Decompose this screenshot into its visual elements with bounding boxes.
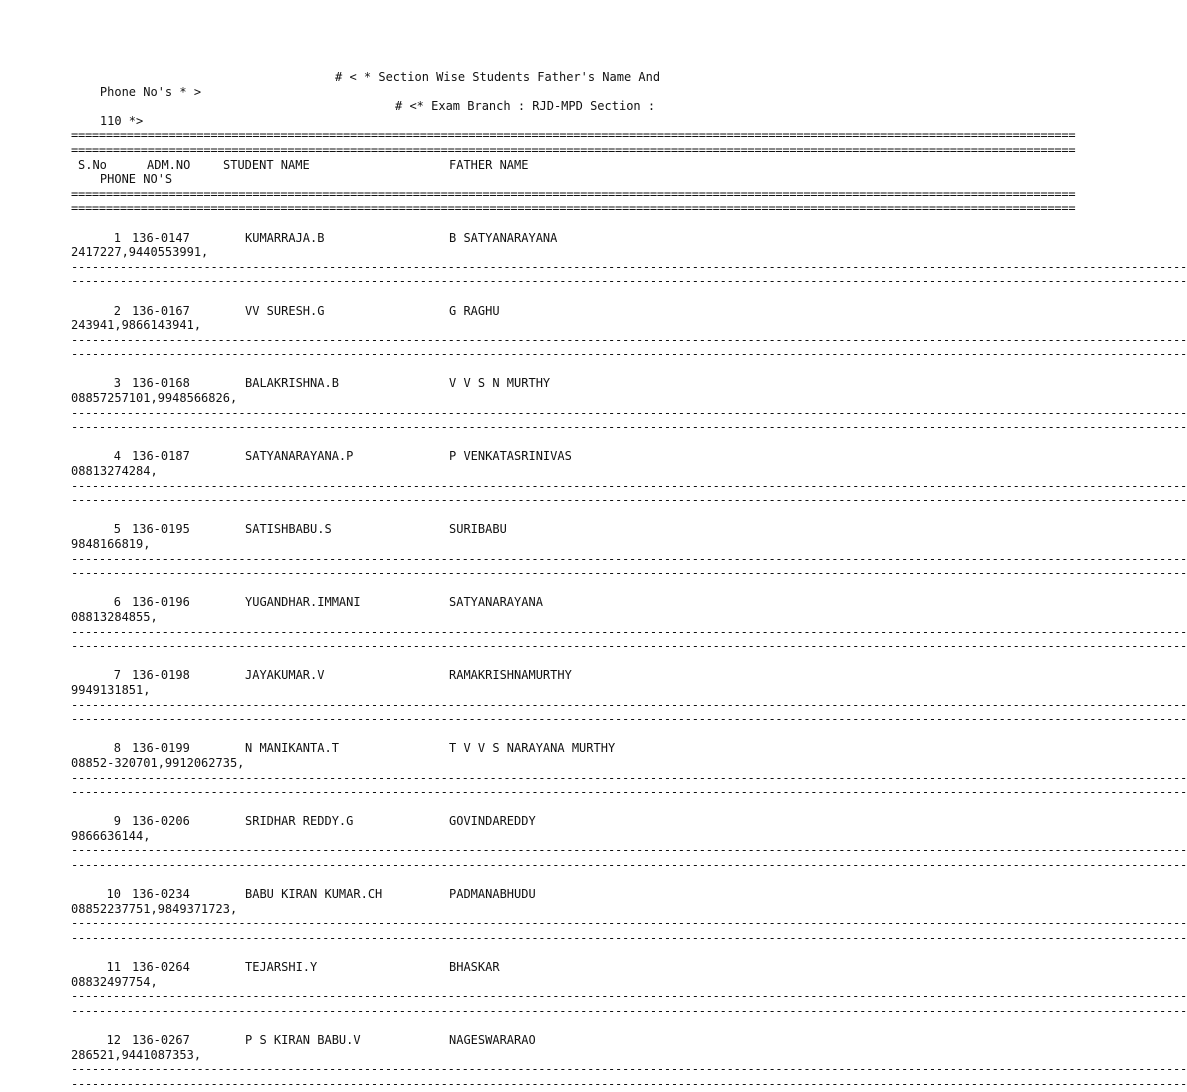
table-row [71, 668, 696, 683]
table-row-phone-line [71, 902, 696, 917]
row-student-name: SRIDHAR REDDY.G [245, 814, 354, 829]
table-row-phone-line [71, 318, 696, 333]
row-adm-no: 136-0264 [132, 960, 190, 975]
row-divider-continuation: ---------------------------------------------------------------------------------------------------------------------------------------------------------------- [71, 639, 1187, 654]
row-divider: ---------------------------------------------------------------------------------------------------------------------------------------------------------------- [71, 916, 1187, 931]
row-sno: 8 [113, 741, 121, 756]
table-row [71, 304, 696, 319]
row-student-name: VV SURESH.G [245, 303, 325, 318]
row-phone-numbers: 9949131851, [71, 682, 151, 697]
row-spacer [71, 508, 696, 523]
row-phone-numbers: 2417227,9440553991, [71, 245, 209, 260]
table-row-phone-line [71, 1048, 696, 1063]
row-sno: 12 [106, 1033, 121, 1048]
table-row [71, 449, 696, 464]
row-divider-continuation: ---------------------------------------------------------------------------------------------------------------------------------------------------------------- [71, 420, 1187, 435]
row-divider-continuation: ---------------------------------------------------------------------------------------------------------------------------------------------------------------- [71, 931, 1187, 946]
table-row [71, 231, 696, 246]
row-sno: 11 [106, 960, 121, 975]
row-student-name: SATYANARAYANA.P [245, 449, 354, 464]
table-row [71, 960, 696, 975]
row-divider: ---------------------------------------------------------------------------------------------------------------------------------------------------------------- [71, 332, 1187, 347]
row-divider-continuation: ---------------------------------------------------------------------------------------------------------------------------------------------------------------- [71, 712, 1187, 727]
row-adm-no: 136-0267 [132, 1033, 190, 1048]
row-phone-numbers: 286521,9441087353, [71, 1047, 202, 1062]
table-row-phone-line [71, 683, 696, 698]
double-divider: ================================================================================================================================================ [71, 128, 1076, 143]
row-divider: ---------------------------------------------------------------------------------------------------------------------------------------------------------------- [71, 770, 1187, 785]
row-spacer [71, 362, 696, 377]
row-phone-numbers: 08852237751,9849371723, [71, 901, 238, 916]
row-father-name: T V V S NARAYANA MURTHY [449, 741, 616, 756]
row-divider-continuation: ---------------------------------------------------------------------------------------------------------------------------------------------------------------- [71, 274, 1187, 289]
row-divider-continuation: ---------------------------------------------------------------------------------------------------------------------------------------------------------------- [71, 493, 1187, 508]
row-student-name: N MANIKANTA.T [245, 741, 339, 756]
row-sno: 7 [113, 668, 121, 683]
row-sno: 10 [106, 887, 121, 902]
row-spacer [71, 727, 696, 742]
row-phone-numbers: 08832497754, [71, 974, 158, 989]
row-divider-continuation: ---------------------------------------------------------------------------------------------------------------------------------------------------------------- [71, 785, 1187, 800]
row-adm-no: 136-0199 [132, 741, 190, 756]
row-adm-no: 136-0168 [132, 376, 190, 391]
table-row [71, 522, 696, 537]
row-divider: ---------------------------------------------------------------------------------------------------------------------------------------------------------------- [71, 259, 1187, 274]
row-divider-continuation: ---------------------------------------------------------------------------------------------------------------------------------------------------------------- [71, 1076, 1187, 1091]
row-father-name: V V S N MURTHY [449, 376, 551, 391]
table-row [71, 1033, 696, 1048]
row-divider: ---------------------------------------------------------------------------------------------------------------------------------------------------------------- [71, 989, 1187, 1004]
row-adm-no: 136-0198 [132, 668, 190, 683]
double-divider-continuation: ================================================================================================================================================ [71, 201, 1076, 216]
row-spacer [71, 435, 696, 450]
row-phone-numbers: 08813284855, [71, 609, 158, 624]
double-divider: ================================================================================================================================================ [71, 186, 1076, 201]
table-row-phone-line [71, 756, 696, 771]
row-sno: 3 [113, 376, 121, 391]
title-line-1 [71, 70, 696, 85]
row-father-name: RAMAKRISHNAMURTHY [449, 668, 572, 683]
row-sno: 4 [113, 449, 121, 464]
row-phone-numbers: 9866636144, [71, 828, 151, 843]
title-line-2-continuation [71, 114, 696, 129]
row-divider: ---------------------------------------------------------------------------------------------------------------------------------------------------------------- [71, 405, 1187, 420]
column-header-phone: PHONE NO'S [99, 172, 173, 187]
row-sno: 5 [113, 522, 121, 537]
row-student-name: TEJARSHI.Y [245, 960, 318, 975]
row-divider: ---------------------------------------------------------------------------------------------------------------------------------------------------------------- [71, 624, 1187, 639]
row-adm-no: 136-0167 [132, 303, 190, 318]
row-adm-no: 136-0234 [132, 887, 190, 902]
row-sno: 6 [113, 595, 121, 610]
row-sno: 2 [113, 303, 121, 318]
row-divider-continuation: ---------------------------------------------------------------------------------------------------------------------------------------------------------------- [71, 858, 1187, 873]
row-adm-no: 136-0187 [132, 449, 190, 464]
row-adm-no: 136-0206 [132, 814, 190, 829]
table-row [71, 814, 696, 829]
table-row-phone-line [71, 610, 696, 625]
row-spacer [71, 654, 696, 669]
row-divider: ---------------------------------------------------------------------------------------------------------------------------------------------------------------- [71, 843, 1187, 858]
column-header-row-continuation [71, 172, 696, 187]
column-header-sno: S.No [78, 157, 107, 172]
row-sno: 9 [113, 814, 121, 829]
student-table [71, 216, 1187, 1092]
row-divider-continuation: ---------------------------------------------------------------------------------------------------------------------------------------------------------------- [71, 1004, 1187, 1018]
table-row [71, 595, 696, 610]
column-header-row [71, 158, 696, 173]
row-divider: ---------------------------------------------------------------------------------------------------------------------------------------------------------------- [71, 478, 1187, 493]
double-divider-continuation: ================================================================================================================================================ [71, 142, 1076, 157]
row-father-name: PADMANABHUDU [449, 887, 536, 902]
table-row [71, 887, 696, 902]
row-student-name: YUGANDHAR.IMMANI [245, 595, 361, 610]
row-student-name: SATISHBABU.S [245, 522, 332, 537]
title-line-1-continuation [71, 85, 696, 100]
table-row [71, 741, 696, 756]
column-header-father-name: FATHER NAME [449, 157, 529, 172]
table-row-phone-line [71, 537, 696, 552]
row-father-name: SATYANARAYANA [449, 595, 543, 610]
row-father-name: G RAGHU [449, 303, 500, 318]
section-title-continuation: 110 *> [99, 113, 144, 128]
row-adm-no: 136-0195 [132, 522, 190, 537]
row-divider-continuation: ---------------------------------------------------------------------------------------------------------------------------------------------------------------- [71, 347, 1187, 362]
row-father-name: SURIBABU [449, 522, 507, 537]
row-father-name: NAGESWARARAO [449, 1033, 536, 1048]
document-page [71, 70, 1187, 1092]
table-row-phone-line [71, 829, 696, 844]
row-divider: ---------------------------------------------------------------------------------------------------------------------------------------------------------------- [71, 1062, 1187, 1077]
row-spacer [71, 800, 696, 815]
row-spacer [71, 581, 696, 596]
report-title-continuation: Phone No's * > [99, 84, 202, 99]
row-student-name: KUMARRAJA.B [245, 230, 325, 245]
row-divider-continuation: ---------------------------------------------------------------------------------------------------------------------------------------------------------------- [71, 566, 1187, 581]
row-father-name: BHASKAR [449, 960, 500, 975]
row-phone-numbers: 243941,9866143941, [71, 318, 202, 333]
row-adm-no: 136-0147 [132, 230, 190, 245]
row-adm-no: 136-0196 [132, 595, 190, 610]
row-spacer [71, 873, 696, 888]
table-row-phone-line [71, 391, 696, 406]
table-row-phone-line [71, 464, 696, 479]
row-father-name: B SATYANARAYANA [449, 230, 558, 245]
column-header-student-name: STUDENT NAME [223, 157, 310, 172]
row-sno: 1 [113, 230, 121, 245]
section-title: # <* Exam Branch : RJD-MPD Section : [395, 99, 656, 114]
table-row-phone-line [71, 975, 696, 990]
row-father-name: P VENKATASRINIVAS [449, 449, 572, 464]
row-spacer [71, 216, 696, 231]
row-student-name: P S KIRAN BABU.V [245, 1033, 361, 1048]
table-row [71, 376, 696, 391]
row-phone-numbers: 08813274284, [71, 464, 158, 479]
title-line-2 [71, 99, 696, 114]
table-row-phone-line [71, 245, 696, 260]
row-spacer [71, 289, 696, 304]
row-spacer [71, 1019, 696, 1034]
row-divider: ---------------------------------------------------------------------------------------------------------------------------------------------------------------- [71, 697, 1187, 712]
row-student-name: BALAKRISHNA.B [245, 376, 339, 391]
row-father-name: GOVINDAREDDY [449, 814, 536, 829]
column-header-adm-no: ADM.NO [147, 157, 191, 172]
row-phone-numbers: 9848166819, [71, 537, 151, 551]
row-divider: ---------------------------------------------------------------------------------------------------------------------------------------------------------------- [71, 551, 1187, 566]
row-student-name: BABU KIRAN KUMAR.CH [245, 887, 383, 902]
row-student-name: JAYAKUMAR.V [245, 668, 325, 683]
report-title: # < * Section Wise Students Father's Name And [335, 70, 661, 84]
row-phone-numbers: 08857257101,9948566826, [71, 391, 238, 406]
row-spacer [71, 946, 696, 961]
row-phone-numbers: 08852-320701,9912062735, [71, 755, 245, 770]
